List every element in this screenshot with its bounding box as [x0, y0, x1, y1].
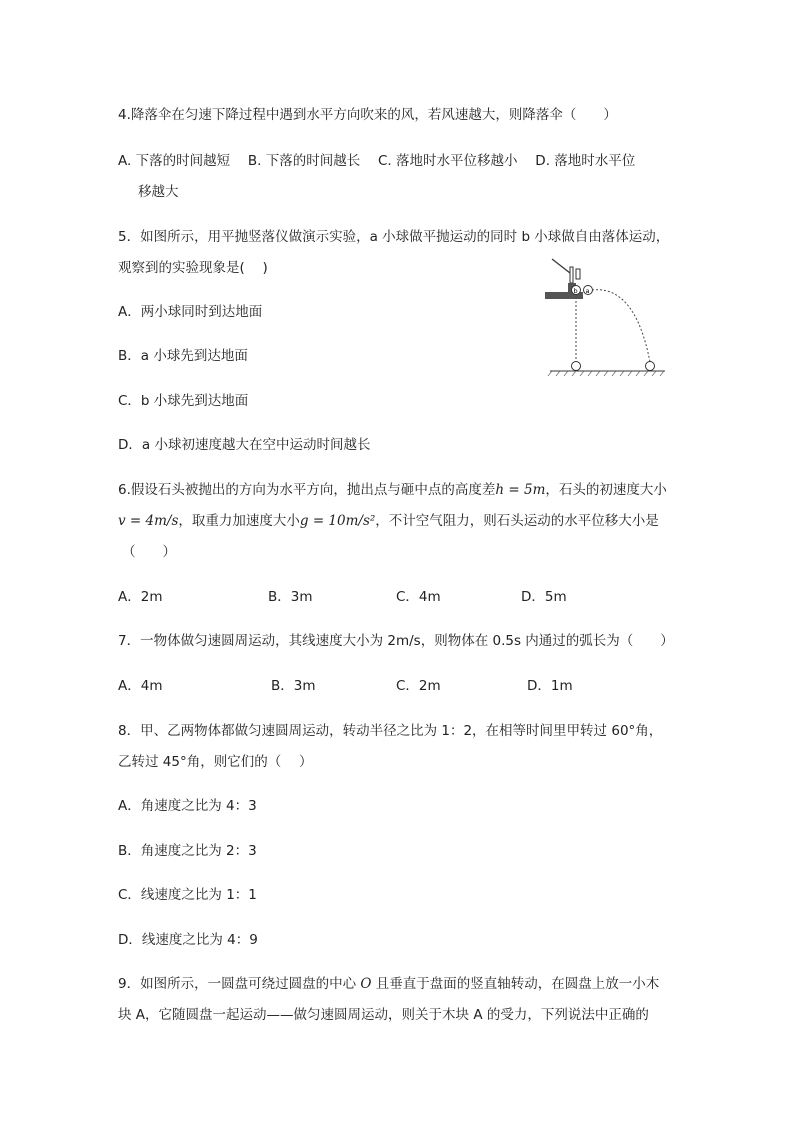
q6-stem-text: 6.假设石头被抛出的方向为水平方向，抛出点与砸中点的高度差	[118, 482, 496, 498]
q6-stem-text-3: ，取重力加速度大小	[178, 513, 300, 529]
q5-option-d: D．a 小球初速度越大在空中运动时间越长	[118, 437, 371, 453]
q8-stem-cont: 乙转过 45°角，则它们的（ ）	[118, 754, 313, 770]
ground-hatching	[548, 371, 664, 376]
q7-option-b: B．3m	[271, 678, 316, 694]
q9-stem-cont: 块 A，它随圆盘一起运动——做匀速圆周运动，则关于木块 A 的受力，下列说法中正确的	[118, 1007, 649, 1023]
q7-option-a: A．4m	[118, 678, 163, 694]
q9-stem	[118, 972, 659, 992]
q6-stem-text-2: ，石头的初速度大小	[545, 482, 667, 498]
projectile-apparatus-figure	[540, 255, 670, 380]
q7-option-d: D．1m	[527, 678, 573, 694]
q6-option-a: A．2m	[118, 589, 163, 605]
ball-b-landed	[572, 362, 581, 371]
q5-stem-cont: 观察到的实验现象是( )	[118, 260, 268, 276]
q5-option-a: A．两小球同时到达地面	[118, 304, 263, 320]
hammer-head	[576, 269, 580, 279]
q6-height-formula: h = 5m	[495, 482, 546, 498]
projectile-path	[592, 290, 650, 362]
q7-stem: 7．一物体做匀速圆周运动，其线速度大小为 2m/s，则物体在 0.5s 内通过的弧长为（ ）	[118, 633, 674, 649]
q9-stem-text: 9．如图所示，一圆盘可绕过圆盘的中心	[118, 976, 357, 992]
q6-gravity-formula: g = 10m/s²	[299, 513, 376, 529]
q6-stem-cont	[118, 509, 659, 529]
q5-option-b: B．a 小球先到达地面	[118, 348, 248, 364]
q4-stem: 4.降落伞在匀速下降过程中遇到水平方向吹来的风，若风速越大，则降落伞（ ）	[118, 107, 617, 123]
q4-options-cont: 移越大	[138, 184, 179, 200]
q9-center-o: O	[360, 976, 372, 992]
q8-stem: 8．甲、乙两物体都做匀速圆周运动，转动半径之比为 1：2，在相等时间里甲转过 60°角，	[118, 723, 663, 739]
q5-stem: 5．如图所示，用平抛竖落仪做演示实验，a 小球做平抛运动的同时 b 小球做自由落体运动，	[118, 229, 670, 245]
hammer-post	[570, 267, 573, 283]
q6-stem	[118, 478, 667, 498]
ball-b-label: b	[573, 287, 578, 295]
ball-a-label: a	[585, 287, 590, 295]
q6-option-b: B．3m	[268, 589, 313, 605]
q8-option-b: B．角速度之比为 2：3	[118, 843, 257, 859]
q8-option-a: A．角速度之比为 4：3	[118, 798, 257, 814]
q6-option-d: D．5m	[521, 589, 567, 605]
q6-option-c: C．4m	[396, 589, 441, 605]
q9-stem-text-2: 且垂直于盘面的竖直轴转动，在圆盘上放一小木	[375, 976, 660, 992]
q8-option-d: D．线速度之比为 4：9	[118, 932, 258, 948]
q5-option-c: C．b 小球先到达地面	[118, 393, 249, 409]
ball-a-landed	[646, 362, 655, 371]
q6-paren: （ ）	[122, 544, 176, 560]
hammer-arm	[552, 259, 570, 273]
q8-option-c: C．线速度之比为 1：1	[118, 887, 257, 903]
q6-velocity-formula: v = 4m/s	[118, 513, 179, 529]
q7-option-c: C．2m	[396, 678, 441, 694]
q4-options: A. 下落的时间越短 B. 下落的时间越长 C. 落地时水平位移越小 D. 落地时水平位	[118, 153, 636, 169]
q6-stem-text-4: ，不计空气阻力，则石头运动的水平位移大小是	[375, 513, 659, 529]
